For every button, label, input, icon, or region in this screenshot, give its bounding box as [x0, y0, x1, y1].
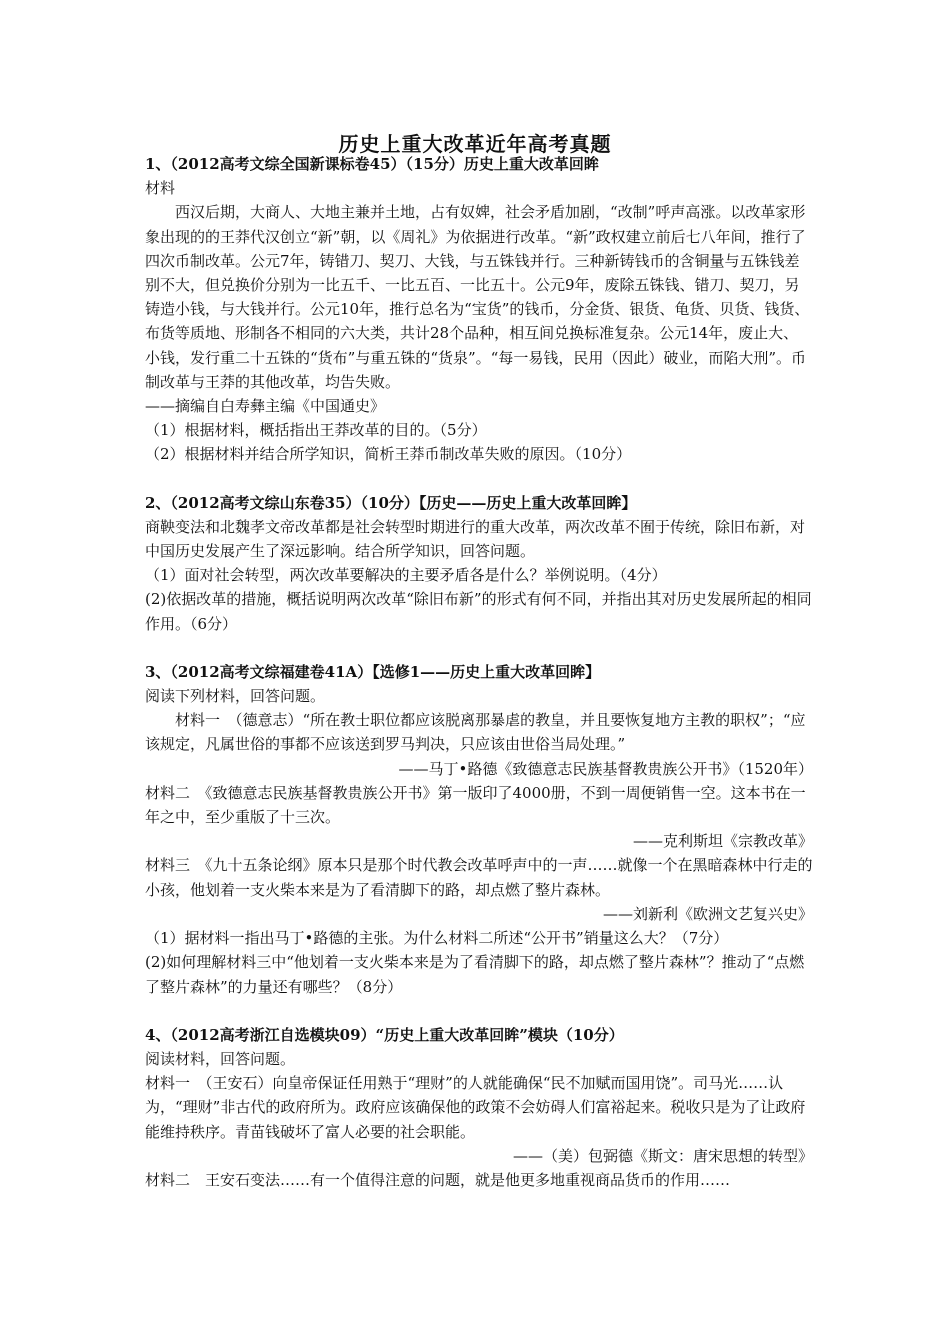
question-1-sub-2: （2）根据材料并结合所学知识，简析王莽币制改革失败的原因。（10分）: [145, 445, 632, 464]
question-3-material-2: 材料二 《致德意志民族基督教贵族公开书》第一版印了4000册，不到一周便销售一空。这本书在一年之中，至少重版了十三次。: [145, 783, 806, 827]
question-4-material-1-source: ——（美）包弼德《斯文：唐宋思想的转型》: [512, 1146, 813, 1165]
question-1-passage: 西汉后期，大商人、大地主兼并土地，占有奴婢，社会矛盾加剧，“改制”呼声高涨。以改革家形象出现的的王莽代汉创立“新”朝，以《周礼》为依据进行改革。“新”政权建立前后七八年间，推行了四次币制改革。公元7年，铸错刀、契刀、大钱，与五铢钱并行。三种新铸钱币的含铜量与五铢钱差别不大，但兑换价分别为一比五千、一比五百、一比五十。公元9年，废除五铢钱、错刀、契刀，另铸造小钱，与大钱并行。公元10年，推行总名为“宝货”的钱币，分金货、银货、龟货、贝货、钱货、布货等质地、形制各不相同的六大类，共计28个品种，相互间兑换标准复杂。公元14年，废止大、小钱，发行重二十五铢的“货布”与重五铢的“货泉”。“每一易钱，民用（因此）破业，而陷大刑”。币制改革与王莽的其他改革，均告失败。: [145, 203, 810, 391]
question-4-material-2: 材料二 王安石变法……有一个值得注意的问题，就是他更多地重视商品货币的作用……: [145, 1170, 731, 1189]
question-4-material-1: 材料一 （王安石）向皇帝保证任用熟于“理财”的人就能确保“民不加赋而国用饶”。司马光……认为，“理财”非古代的政府所为。政府应该确保他的政策不会妨碍人们富裕起来。税收只是为了让政府能维持秩序。青苗钱破坏了富人必要的社会职能。: [145, 1074, 806, 1141]
spacer: [145, 999, 813, 1023]
question-3-material-1-source: ——马丁•路德《致德意志民族基督教贵族公开书》（1520年）: [398, 759, 813, 778]
question-2-sub-1: （1）面对社会转型，两次改革要解决的主要矛盾各是什么？举例说明。（4分）: [145, 566, 667, 585]
page-title: 历史上重大改革近年高考真题: [338, 132, 612, 156]
question-3-sub-2: (2)如何理解材料三中“他划着一支火柴本来是为了看清脚下的路，却点燃了整片森林”？推动了“点燃了整片森林”的力量还有哪些？（8分）: [145, 953, 805, 996]
question-2-sub-2: (2)依据改革的措施，概括说明两次改革“除旧布新”的形式有何不同，并指出其对历史发展所起的相同作用。（6分）: [145, 590, 812, 633]
question-1-source: ——摘编自白寿彝主编《中国通史》: [145, 397, 386, 416]
document-body: [145, 152, 813, 1192]
question-3-material-2-source: ——克利斯坦《宗教改革》: [632, 832, 813, 851]
question-3-heading: 3、（2012高考文综福建卷41A）【选修1——历史上重大改革回眸】: [145, 662, 601, 681]
question-3-material-1: 材料一 （德意志）“所在教士职位都应该脱离那暴虐的教皇，并且要恢复地方主教的职权”；“应该规定，凡属世俗的事都不应该送到罗马判决，只应该由世俗当局处理。”: [145, 711, 806, 754]
question-1-heading: 1、（2012高考文综全国新课标卷45）（15分）历史上重大改革回眸: [145, 155, 599, 173]
question-2-intro: 商鞅变法和北魏孝文帝改革都是社会转型时期进行的重大改革，两次改革不囿于传统，除旧布新，对中国历史发展产生了深远影响。结合所学知识，回答问题。: [145, 517, 806, 561]
question-3-material-3: 材料三 《九十五条论纲》原本只是那个时代教会改革呼声中的一声……就像一个在黑暗森林中行走的小孩，他划着一支火柴本来是为了看清脚下的路，却点燃了整片森林。: [145, 856, 813, 899]
question-3-sub-1: （1）据材料一指出马丁•路德的主张。为什么材料二所述“公开书”销量这么大？（7分）: [145, 929, 729, 948]
question-1-sub-1: （1）根据材料，概括指出王莽改革的目的。（5分）: [145, 421, 487, 440]
question-3-intro: 阅读下列材料，回答问题。: [145, 687, 326, 706]
question-1-material-label: 材料: [145, 179, 176, 198]
question-3-material-3-source: ——刘新利《欧洲文艺复兴史》: [602, 904, 813, 923]
question-2-heading: 2、（2012高考文综山东卷35）（10分）【历史——历史上重大改革回眸】: [145, 493, 637, 512]
spacer: [145, 467, 813, 491]
question-4-intro: 阅读材料，回答问题。: [145, 1049, 296, 1068]
spacer: [145, 636, 813, 660]
question-4-heading: 4、（2012高考浙江自选模块09）“历史上重大改革回眸”模块（10分）: [145, 1025, 624, 1044]
